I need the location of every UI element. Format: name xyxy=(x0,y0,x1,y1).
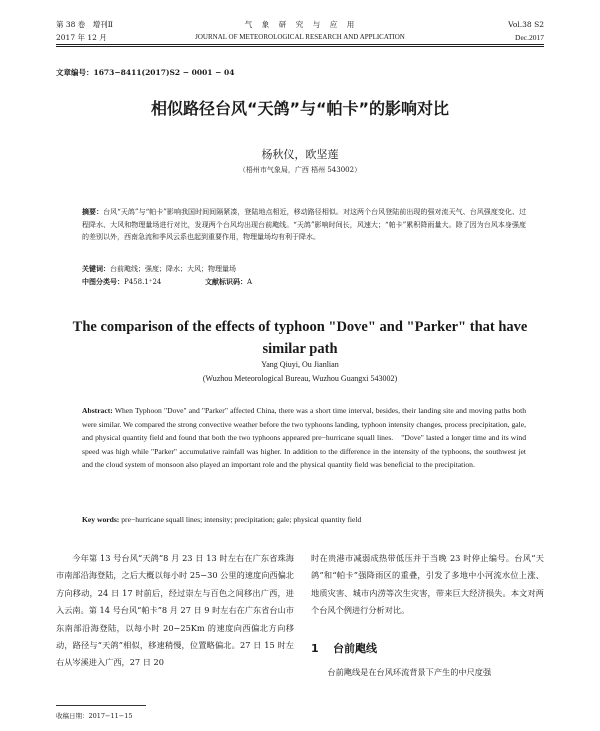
section-number: 1 xyxy=(311,642,319,655)
keywords-en-text: pre−hurricane squall lines; intensity; precipitation; gale; physical quantity field xyxy=(121,515,362,524)
keywords-cn-text: 台前飑线；强度；降水；大风；物理量场 xyxy=(110,265,236,273)
abstract-en-label: Abstract: xyxy=(82,406,113,415)
abstract-en xyxy=(82,404,526,472)
title-en: The comparison of the effects of typhoon "Dove" and "Parker" that have similar path xyxy=(72,319,528,357)
keywords-cn-label: 关键词： xyxy=(82,264,110,273)
header-journal-cn: 气 象 研 究 与 应 用 xyxy=(244,20,356,29)
document-code xyxy=(205,277,252,287)
affiliation-cn: （梧州市气象局，广西 梧州 543002） xyxy=(238,166,362,174)
affiliation-en: (Wuzhou Meteorological Bureau, Wuzhou Guangxi 543002) xyxy=(202,374,398,383)
classification-cn xyxy=(82,277,161,287)
abstract-cn-label: 摘要： xyxy=(82,207,104,216)
document-code-label: 文献标识码： xyxy=(205,277,247,286)
classification-cn-label: 中图分类号： xyxy=(82,277,124,286)
header-date-en: Dec.2017 xyxy=(515,33,544,42)
header-volume-issue: 第 38 卷 增刊Ⅱ xyxy=(56,20,113,29)
document-code-text: A xyxy=(247,278,253,286)
classification-cn-text: P458.1⁺24 xyxy=(124,278,162,286)
section-title: 台前飑线 xyxy=(333,642,377,655)
footnote-received-date: 收稿日期：2017−11−15 xyxy=(56,712,133,720)
section-heading xyxy=(311,640,377,656)
title-cn: 相似路径台风“天鸽”与“帕卡”的影响对比 xyxy=(150,99,450,118)
keywords-en-label: Key words: xyxy=(82,515,120,524)
body-right-column: 时在贵港市减弱成热带低压并于当晚 23 时停止编号。台风“天鸽”和“帕卡”强降雨区的重叠，引发了多地中小河流水位上涨、地质灾害、城市内涝等次生灾害，带来巨大经济损失。本文对两个台风个例进行分析对比。 xyxy=(311,553,544,616)
abstract-cn-text: 台风“天鸽”与“帕卡”影响我国时间间隔紧凑，登陆地点相近，移动路径相似。对这两个台风登陆前出现的强对流天气、台风强度变化、过程降水、大风和物理量场进行对比，发现两个台风均出现台前飑线。“天鸽”影响时间长，风速大；“帕卡”累积降雨量大。除了因为台风本身强度的差别以外，西南急流和季风云系也起到重要作用，物理量场均有利于降水。 xyxy=(82,208,526,241)
abstract-cn xyxy=(82,206,526,244)
body-left-column: 今年第 13 号台风“天鸽”8 月 23 日 13 时左右在广东省珠海市南部沿海登陆，之后大概以每小时 25−30 公里的速度向西偏北方向移动，24 日 17 时前后，经过崇左与百色之间移出广西，进入云南。第 14 号台风“帕卡”8 月 27 日 9 时左右在广东省台山市东南部沿海登陆，以每小时 20−25Km 的速度向西偏北方向移动，路径与“天鸽”相似，移速稍慢，位置略偏北。27 日 15 时左右从岑溪进入广西，27 日 20 xyxy=(56,553,294,668)
keywords-en xyxy=(82,515,361,524)
header-volume-en: Vol.38 S2 xyxy=(508,20,544,29)
header-date-cn: 2017 年 12 月 xyxy=(56,33,107,42)
footnote-rule xyxy=(56,705,146,706)
keywords-cn xyxy=(82,264,236,274)
article-number: 文章编号：1673−8411(2017)S2 − 0001 − 04 xyxy=(56,68,235,77)
header-journal-en: JOURNAL OF METEOROLOGICAL RESEARCH AND APPLICATION xyxy=(195,33,405,41)
section-text: 台前飑线是在台风环流背景下产生的中尺度强 xyxy=(327,667,492,677)
authors-en: Yang Qiuyi, Ou Jianlian xyxy=(261,360,339,369)
header-rule xyxy=(56,44,544,45)
authors-cn: 杨秋仪，欧坚莲 xyxy=(261,148,339,161)
abstract-en-text: When Typhoon "Dove" and "Parker" affected China, there was a short time interval, besides, their landing site and moving paths both were similar. We compared the strong convective weather before the two typhoons landing, typhoon intensity changes, process precipitation, gale, and physical quantity field and found that both the two typhoons appeared pre−hurricane squall lines. "Dove" lasted a longer time and its wind speed was high while "Parker" accumulative rainfall was higher. In addition to the difference in the intensity of the typhoons, the southwest jet and the cloud system of monsoon also played an important role and the physical quantity field was beneficial to the precipitation. xyxy=(82,406,526,470)
header-rule-second xyxy=(56,46,544,47)
